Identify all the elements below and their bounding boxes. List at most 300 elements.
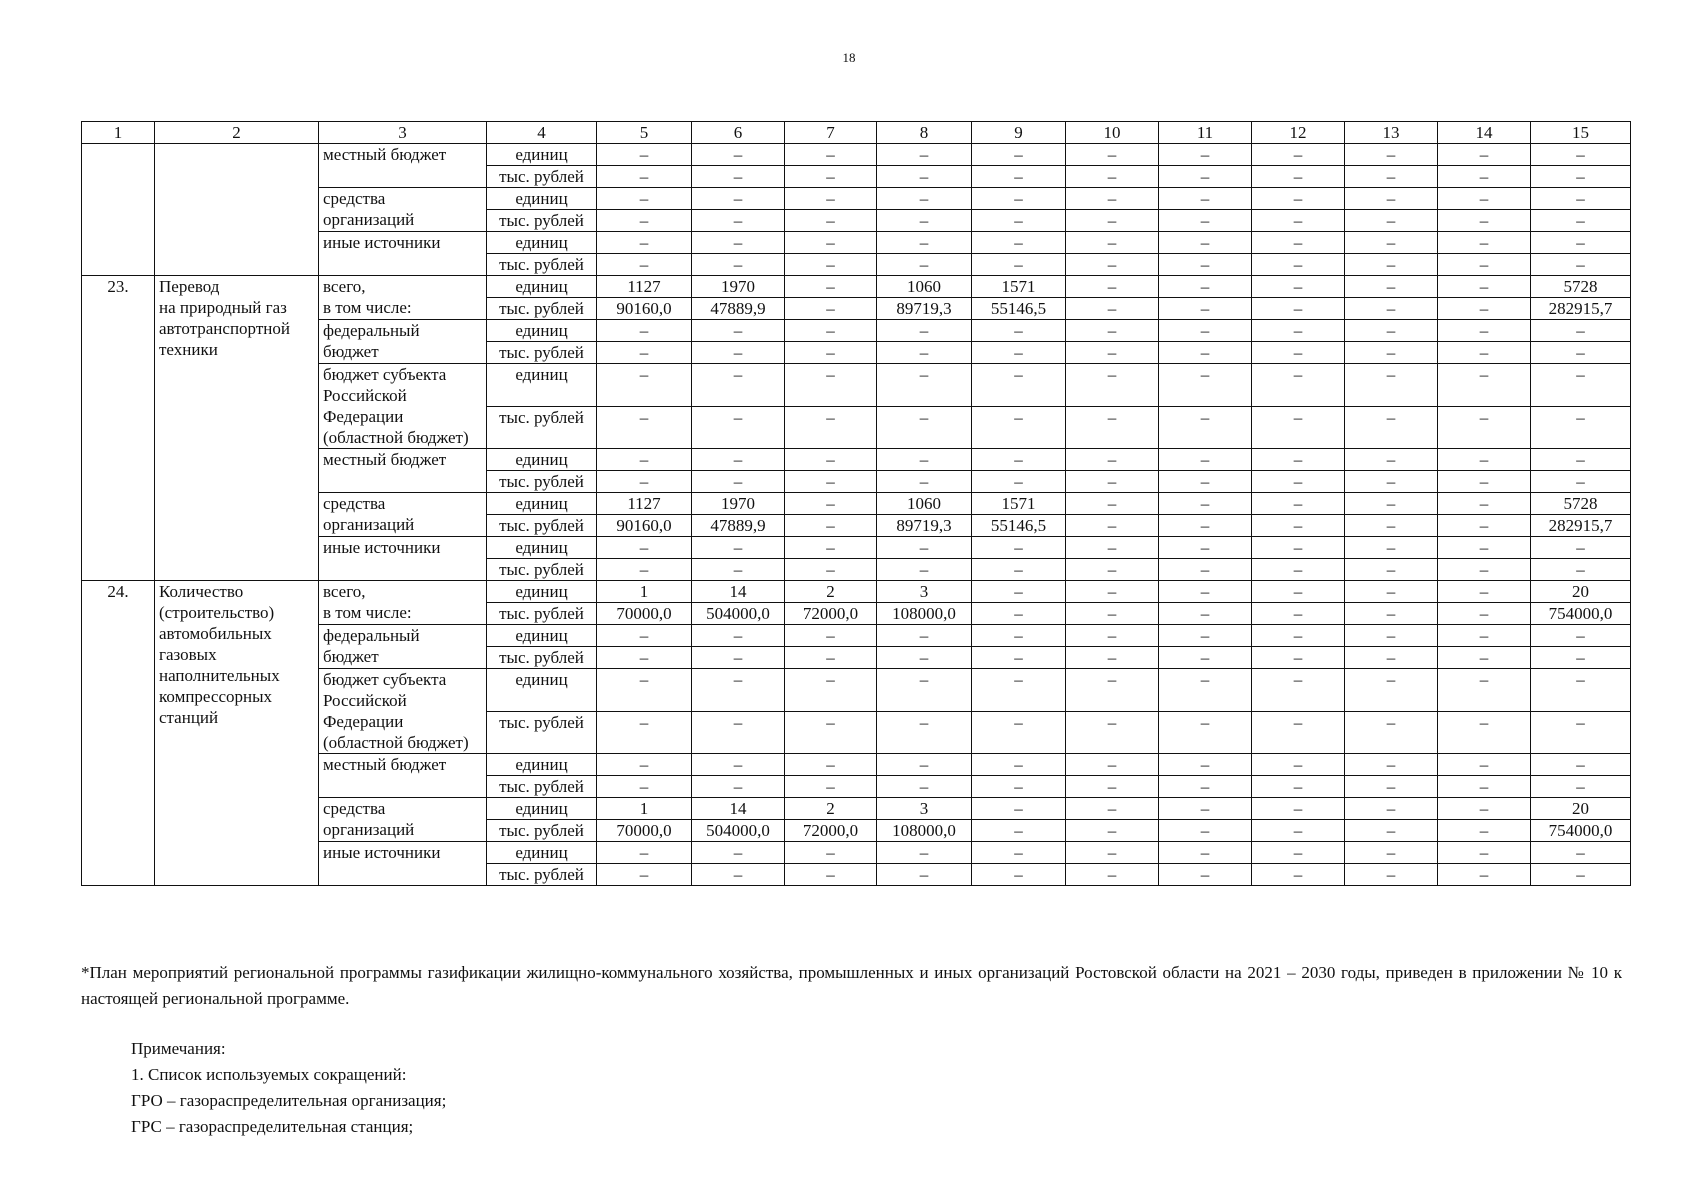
value-cell: – bbox=[597, 320, 692, 342]
value-cell: – bbox=[1345, 603, 1438, 625]
value-cell: – bbox=[1252, 276, 1345, 298]
value-cell: – bbox=[1438, 320, 1531, 342]
column-header: 2 bbox=[155, 122, 319, 144]
value-cell: – bbox=[1252, 842, 1345, 864]
value-cell: – bbox=[1252, 298, 1345, 320]
value-cell: – bbox=[1252, 711, 1345, 754]
value-cell: – bbox=[1252, 820, 1345, 842]
value-cell: – bbox=[1252, 625, 1345, 647]
value-cell: – bbox=[1345, 320, 1438, 342]
footnote: *План мероприятий региональной программы газификации жилищно-коммунального хозяйства, промышленных и иных организаций Ростовской области на 2021 – 2030 годы, приведен в приложении № 10 к настоящей региональной программе. bbox=[81, 963, 1622, 1008]
funding-source-line: бюджет bbox=[323, 342, 379, 361]
value-cell: – bbox=[785, 669, 877, 712]
value-cell: – bbox=[877, 188, 972, 210]
value-cell: – bbox=[1438, 581, 1531, 603]
funding-source bbox=[319, 842, 487, 886]
value-cell: – bbox=[692, 320, 785, 342]
value-cell: – bbox=[1531, 232, 1631, 254]
value-cell: – bbox=[1159, 669, 1252, 712]
value-cell: – bbox=[1159, 625, 1252, 647]
unit-cell: тыс. рублей bbox=[487, 864, 597, 886]
value-cell: – bbox=[1531, 625, 1631, 647]
value-cell: – bbox=[1531, 254, 1631, 276]
value-cell: – bbox=[1252, 669, 1345, 712]
item-title-line: техники bbox=[159, 340, 218, 359]
value-cell: – bbox=[1066, 820, 1159, 842]
value-cell: 89719,3 bbox=[877, 515, 972, 537]
funding-source bbox=[319, 625, 487, 669]
value-cell: – bbox=[877, 254, 972, 276]
column-header: 3 bbox=[319, 122, 487, 144]
value-cell: – bbox=[692, 625, 785, 647]
value-cell: – bbox=[1438, 647, 1531, 669]
value-cell: – bbox=[1438, 842, 1531, 864]
value-cell: – bbox=[597, 144, 692, 166]
value-cell: – bbox=[877, 559, 972, 581]
value-cell: – bbox=[1345, 842, 1438, 864]
value-cell: – bbox=[877, 210, 972, 232]
funding-source-line: в том числе: bbox=[323, 603, 412, 622]
value-cell: – bbox=[1066, 210, 1159, 232]
unit-cell: единиц bbox=[487, 449, 597, 471]
value-cell: – bbox=[1438, 493, 1531, 515]
unit-cell: тыс. рублей bbox=[487, 515, 597, 537]
value-cell: – bbox=[1531, 210, 1631, 232]
value-cell: – bbox=[972, 603, 1066, 625]
value-cell: 90160,0 bbox=[597, 298, 692, 320]
value-cell: – bbox=[1066, 364, 1159, 407]
value-cell: – bbox=[877, 864, 972, 886]
value-cell: – bbox=[1252, 493, 1345, 515]
value-cell: – bbox=[1438, 820, 1531, 842]
value-cell: – bbox=[972, 864, 1066, 886]
value-cell: – bbox=[1345, 232, 1438, 254]
value-cell: – bbox=[785, 276, 877, 298]
value-cell: – bbox=[1438, 537, 1531, 559]
value-cell: – bbox=[1252, 647, 1345, 669]
value-cell: 2 bbox=[785, 581, 877, 603]
value-cell: – bbox=[785, 144, 877, 166]
value-cell: – bbox=[1159, 342, 1252, 364]
table-row bbox=[82, 581, 1631, 603]
value-cell: – bbox=[785, 559, 877, 581]
value-cell: – bbox=[972, 254, 1066, 276]
value-cell: – bbox=[1066, 144, 1159, 166]
value-cell: – bbox=[692, 232, 785, 254]
funding-source bbox=[319, 232, 487, 276]
unit-cell: единиц bbox=[487, 581, 597, 603]
funding-source bbox=[319, 188, 487, 232]
value-cell: – bbox=[597, 647, 692, 669]
notes-item: ГРО – газораспределительная организация; bbox=[131, 1091, 447, 1110]
value-cell: – bbox=[692, 210, 785, 232]
value-cell: – bbox=[597, 537, 692, 559]
value-cell: – bbox=[877, 776, 972, 798]
unit-cell: тыс. рублей bbox=[487, 406, 597, 449]
value-cell: 55146,5 bbox=[972, 515, 1066, 537]
value-cell: – bbox=[1252, 471, 1345, 493]
value-cell: – bbox=[1345, 298, 1438, 320]
value-cell: – bbox=[597, 669, 692, 712]
value-cell: – bbox=[1438, 864, 1531, 886]
value-cell: 1 bbox=[597, 798, 692, 820]
value-cell: – bbox=[877, 232, 972, 254]
value-cell: – bbox=[1438, 625, 1531, 647]
value-cell: – bbox=[1159, 449, 1252, 471]
value-cell: – bbox=[597, 711, 692, 754]
item-title bbox=[155, 144, 319, 276]
notes-heading: Примечания: bbox=[131, 1039, 226, 1058]
value-cell: – bbox=[972, 754, 1066, 776]
table-header-row bbox=[82, 122, 1631, 144]
value-cell: – bbox=[1531, 842, 1631, 864]
table-row bbox=[82, 144, 1631, 166]
value-cell: – bbox=[1159, 493, 1252, 515]
unit-cell: единиц bbox=[487, 320, 597, 342]
value-cell: – bbox=[1066, 493, 1159, 515]
value-cell: – bbox=[1066, 842, 1159, 864]
value-cell: – bbox=[1531, 537, 1631, 559]
unit-cell: единиц bbox=[487, 537, 597, 559]
value-cell: – bbox=[597, 406, 692, 449]
value-cell: – bbox=[1345, 210, 1438, 232]
value-cell: 20 bbox=[1531, 581, 1631, 603]
value-cell: – bbox=[1252, 166, 1345, 188]
value-cell: – bbox=[1066, 798, 1159, 820]
value-cell: – bbox=[1252, 515, 1345, 537]
value-cell: – bbox=[692, 537, 785, 559]
value-cell: – bbox=[597, 776, 692, 798]
unit-cell: тыс. рублей bbox=[487, 298, 597, 320]
value-cell: – bbox=[1345, 406, 1438, 449]
value-cell: – bbox=[1438, 210, 1531, 232]
value-cell: – bbox=[972, 188, 1066, 210]
column-header: 14 bbox=[1438, 122, 1531, 144]
value-cell: – bbox=[692, 254, 785, 276]
value-cell: – bbox=[1252, 364, 1345, 407]
value-cell: – bbox=[1159, 406, 1252, 449]
value-cell: – bbox=[597, 471, 692, 493]
item-title-line: станций bbox=[159, 708, 219, 727]
unit-cell: единиц bbox=[487, 669, 597, 712]
funding-source-line: Федерации bbox=[323, 712, 404, 731]
value-cell: – bbox=[1531, 406, 1631, 449]
value-cell: – bbox=[1159, 166, 1252, 188]
value-cell: – bbox=[1252, 449, 1345, 471]
value-cell: – bbox=[1159, 820, 1252, 842]
value-cell: – bbox=[1159, 842, 1252, 864]
value-cell: – bbox=[1159, 515, 1252, 537]
value-cell: – bbox=[877, 144, 972, 166]
item-number: 23. bbox=[82, 276, 155, 581]
value-cell: – bbox=[1345, 364, 1438, 407]
value-cell: – bbox=[785, 537, 877, 559]
value-cell: – bbox=[1066, 254, 1159, 276]
value-cell: – bbox=[785, 754, 877, 776]
funding-source-line: местный бюджет bbox=[323, 145, 447, 164]
value-cell: 1060 bbox=[877, 276, 972, 298]
value-cell: 47889,9 bbox=[692, 515, 785, 537]
value-cell: 1970 bbox=[692, 276, 785, 298]
value-cell: – bbox=[1531, 776, 1631, 798]
value-cell: – bbox=[877, 342, 972, 364]
value-cell: – bbox=[1531, 342, 1631, 364]
value-cell: – bbox=[1345, 647, 1438, 669]
value-cell: – bbox=[692, 166, 785, 188]
value-cell: – bbox=[1066, 537, 1159, 559]
value-cell: – bbox=[785, 625, 877, 647]
value-cell: – bbox=[692, 188, 785, 210]
value-cell: – bbox=[785, 776, 877, 798]
funding-source-line: Российской bbox=[323, 386, 407, 405]
value-cell: – bbox=[785, 364, 877, 407]
value-cell: – bbox=[1252, 754, 1345, 776]
value-cell: – bbox=[1345, 493, 1438, 515]
value-cell: – bbox=[1345, 471, 1438, 493]
item-title-line: наполнительных bbox=[159, 666, 280, 685]
value-cell: – bbox=[1345, 559, 1438, 581]
value-cell: – bbox=[597, 559, 692, 581]
value-cell: – bbox=[692, 754, 785, 776]
value-cell: – bbox=[877, 166, 972, 188]
value-cell: – bbox=[1345, 515, 1438, 537]
value-cell: – bbox=[1345, 581, 1438, 603]
value-cell: – bbox=[1438, 364, 1531, 407]
value-cell: 504000,0 bbox=[692, 820, 785, 842]
funding-source-line: средства bbox=[323, 494, 386, 513]
value-cell: – bbox=[1066, 232, 1159, 254]
value-cell: – bbox=[692, 647, 785, 669]
value-cell: – bbox=[1531, 320, 1631, 342]
funding-source bbox=[319, 493, 487, 537]
funding-source bbox=[319, 144, 487, 188]
value-cell: – bbox=[1159, 754, 1252, 776]
value-cell: – bbox=[785, 406, 877, 449]
value-cell: – bbox=[1066, 776, 1159, 798]
value-cell: – bbox=[785, 210, 877, 232]
value-cell: 3 bbox=[877, 798, 972, 820]
value-cell: – bbox=[1159, 581, 1252, 603]
value-cell: – bbox=[1066, 298, 1159, 320]
table-row bbox=[82, 276, 1631, 298]
funding-source-line: иные источники bbox=[323, 538, 441, 557]
value-cell: – bbox=[597, 254, 692, 276]
value-cell: – bbox=[597, 188, 692, 210]
value-cell: – bbox=[1531, 559, 1631, 581]
item-title bbox=[155, 581, 319, 886]
funding-source bbox=[319, 537, 487, 581]
value-cell: – bbox=[1438, 144, 1531, 166]
column-header: 9 bbox=[972, 122, 1066, 144]
column-header: 1 bbox=[82, 122, 155, 144]
value-cell: – bbox=[692, 471, 785, 493]
funding-source bbox=[319, 320, 487, 364]
item-title-line: автотранспортной bbox=[159, 319, 290, 338]
funding-source bbox=[319, 798, 487, 842]
notes-item: 1. Список используемых сокращений: bbox=[131, 1065, 407, 1084]
gasification-plan-table bbox=[81, 121, 1631, 886]
value-cell: – bbox=[1531, 364, 1631, 407]
value-cell: – bbox=[972, 820, 1066, 842]
item-title-line: газовых bbox=[159, 645, 217, 664]
value-cell: – bbox=[1066, 754, 1159, 776]
value-cell: – bbox=[597, 210, 692, 232]
value-cell: 47889,9 bbox=[692, 298, 785, 320]
unit-cell: единиц bbox=[487, 842, 597, 864]
funding-source-line: организаций bbox=[323, 515, 415, 534]
funding-source-line: организаций bbox=[323, 210, 415, 229]
value-cell: – bbox=[1345, 188, 1438, 210]
value-cell: – bbox=[1159, 559, 1252, 581]
value-cell: – bbox=[1252, 144, 1345, 166]
value-cell: – bbox=[692, 449, 785, 471]
value-cell: – bbox=[1252, 537, 1345, 559]
item-title-line: Перевод bbox=[159, 277, 220, 296]
value-cell: 2 bbox=[785, 798, 877, 820]
funding-source-line: федеральный bbox=[323, 626, 420, 645]
unit-cell: тыс. рублей bbox=[487, 647, 597, 669]
value-cell: – bbox=[692, 342, 785, 364]
funding-source-line: местный бюджет bbox=[323, 450, 447, 469]
value-cell: – bbox=[972, 669, 1066, 712]
funding-source-line: (областной бюджет) bbox=[323, 733, 469, 752]
item-title-line: Количество bbox=[159, 582, 244, 601]
value-cell: – bbox=[597, 864, 692, 886]
value-cell: – bbox=[1066, 342, 1159, 364]
value-cell: – bbox=[1345, 449, 1438, 471]
value-cell: – bbox=[1345, 754, 1438, 776]
unit-cell: тыс. рублей bbox=[487, 342, 597, 364]
value-cell: – bbox=[1531, 144, 1631, 166]
item-title-line: (строительство) bbox=[159, 603, 275, 622]
value-cell: – bbox=[785, 471, 877, 493]
value-cell: – bbox=[877, 669, 972, 712]
value-cell: 3 bbox=[877, 581, 972, 603]
column-header: 5 bbox=[597, 122, 692, 144]
value-cell: – bbox=[1252, 254, 1345, 276]
value-cell: – bbox=[972, 449, 1066, 471]
value-cell: 90160,0 bbox=[597, 515, 692, 537]
value-cell: – bbox=[1159, 188, 1252, 210]
funding-source-line: иные источники bbox=[323, 233, 441, 252]
column-header: 13 bbox=[1345, 122, 1438, 144]
value-cell: – bbox=[1438, 515, 1531, 537]
column-header: 11 bbox=[1159, 122, 1252, 144]
value-cell: – bbox=[1252, 581, 1345, 603]
value-cell: – bbox=[1438, 449, 1531, 471]
funding-source-line: местный бюджет bbox=[323, 755, 447, 774]
value-cell: – bbox=[1066, 559, 1159, 581]
value-cell: – bbox=[972, 711, 1066, 754]
unit-cell: единиц bbox=[487, 144, 597, 166]
value-cell: – bbox=[1438, 603, 1531, 625]
unit-cell: тыс. рублей bbox=[487, 254, 597, 276]
funding-source bbox=[319, 754, 487, 798]
value-cell: – bbox=[1159, 364, 1252, 407]
value-cell: – bbox=[1252, 603, 1345, 625]
value-cell: – bbox=[1159, 776, 1252, 798]
value-cell: – bbox=[1252, 320, 1345, 342]
value-cell: – bbox=[785, 864, 877, 886]
value-cell: – bbox=[1345, 711, 1438, 754]
value-cell: – bbox=[1066, 515, 1159, 537]
value-cell: – bbox=[1066, 276, 1159, 298]
value-cell: – bbox=[1066, 406, 1159, 449]
value-cell: – bbox=[692, 711, 785, 754]
value-cell: – bbox=[1252, 210, 1345, 232]
value-cell: – bbox=[972, 232, 1066, 254]
funding-source-line: всего, bbox=[323, 582, 366, 601]
value-cell: – bbox=[1066, 711, 1159, 754]
value-cell: – bbox=[1159, 276, 1252, 298]
value-cell: – bbox=[1345, 669, 1438, 712]
value-cell: 1127 bbox=[597, 493, 692, 515]
funding-source-line: бюджет субъекта bbox=[323, 365, 447, 384]
value-cell: – bbox=[972, 537, 1066, 559]
unit-cell: единиц bbox=[487, 754, 597, 776]
value-cell: – bbox=[1066, 471, 1159, 493]
value-cell: – bbox=[1159, 647, 1252, 669]
unit-cell: единиц bbox=[487, 276, 597, 298]
value-cell: 504000,0 bbox=[692, 603, 785, 625]
value-cell: – bbox=[1252, 232, 1345, 254]
value-cell: – bbox=[1531, 166, 1631, 188]
value-cell: – bbox=[1252, 559, 1345, 581]
value-cell: – bbox=[1159, 254, 1252, 276]
funding-source bbox=[319, 276, 487, 320]
value-cell: 1571 bbox=[972, 276, 1066, 298]
value-cell: – bbox=[1345, 144, 1438, 166]
page-number: 18 bbox=[842, 50, 856, 65]
unit-cell: единиц bbox=[487, 232, 597, 254]
value-cell: – bbox=[877, 537, 972, 559]
value-cell: – bbox=[972, 406, 1066, 449]
value-cell: – bbox=[877, 625, 972, 647]
funding-source-line: средства bbox=[323, 799, 386, 818]
value-cell: – bbox=[785, 298, 877, 320]
value-cell: – bbox=[1159, 144, 1252, 166]
value-cell: – bbox=[972, 210, 1066, 232]
value-cell: 14 bbox=[692, 581, 785, 603]
value-cell: – bbox=[692, 559, 785, 581]
column-header: 10 bbox=[1066, 122, 1159, 144]
funding-source-line: в том числе: bbox=[323, 298, 412, 317]
value-cell: – bbox=[972, 776, 1066, 798]
value-cell: – bbox=[877, 406, 972, 449]
value-cell: – bbox=[1159, 298, 1252, 320]
value-cell: – bbox=[692, 144, 785, 166]
value-cell: – bbox=[1252, 798, 1345, 820]
unit-cell: тыс. рублей bbox=[487, 210, 597, 232]
unit-cell: тыс. рублей bbox=[487, 166, 597, 188]
value-cell: 754000,0 bbox=[1531, 603, 1631, 625]
value-cell: – bbox=[1438, 559, 1531, 581]
unit-cell: тыс. рублей bbox=[487, 711, 597, 754]
value-cell: 55146,5 bbox=[972, 298, 1066, 320]
value-cell: – bbox=[1159, 537, 1252, 559]
value-cell: – bbox=[1159, 711, 1252, 754]
value-cell: – bbox=[1066, 647, 1159, 669]
funding-source-line: Федерации bbox=[323, 407, 404, 426]
value-cell: 5728 bbox=[1531, 276, 1631, 298]
value-cell: – bbox=[877, 647, 972, 669]
column-header: 4 bbox=[487, 122, 597, 144]
funding-source-line: средства bbox=[323, 189, 386, 208]
value-cell: – bbox=[597, 232, 692, 254]
value-cell: – bbox=[692, 406, 785, 449]
item-title-line: на природный газ bbox=[159, 298, 287, 317]
value-cell: – bbox=[1531, 188, 1631, 210]
